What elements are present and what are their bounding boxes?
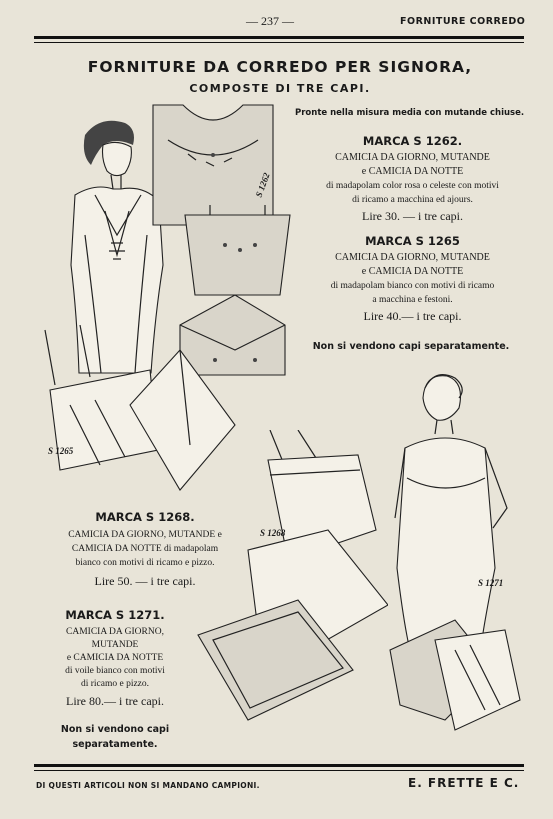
item-line: bianco con motivi di ricamo e pizzo. [75, 558, 215, 568]
item-line: e CAMICIA DA NOTTE [361, 266, 464, 277]
footer-rule-thin [34, 770, 524, 771]
item-brand: MARCA S 1268. [95, 510, 195, 524]
item-line: CAMICIA DA GIORNO, [66, 627, 164, 637]
item-line: CAMICIA DA GIORNO, MUTANDE e [68, 530, 222, 540]
header-rule-thin [34, 42, 524, 43]
footer-right: E. FRETTE E C. [408, 776, 520, 790]
item-line: a macchina e festoni. [372, 295, 453, 305]
item-line: CAMICIA DA NOTTE di madapolam [71, 544, 219, 554]
footer-rule [34, 764, 524, 767]
illustration-knickers-s1262 [180, 205, 295, 300]
illustration-garments-s1271 [385, 610, 525, 740]
label-s1268: S 1268 [260, 528, 286, 538]
header-rule [34, 36, 524, 39]
section-title: FORNITURE CORREDO [400, 16, 526, 27]
item-line: e CAMICIA DA NOTTE [361, 166, 464, 177]
illustration-garments-s1268 [188, 430, 388, 730]
note-left-1: Non si vendono capi [60, 724, 170, 735]
page-number: — 237 — [246, 14, 294, 28]
item-s1262 [300, 134, 525, 224]
illustration-woman-s1271 [385, 368, 515, 648]
page-title: FORNITURE DA CORREDO PER SIGNORA, [87, 58, 473, 76]
item-line: di ricamo e pizzo. [80, 679, 150, 689]
item-price: Lire 80.— i tre capi. [66, 694, 164, 708]
item-brand: MARCA S 1262. [362, 134, 463, 148]
item-line: di madapolam color rosa o celeste con motivi [326, 181, 499, 191]
item-brand: MARCA S 1265 [365, 234, 460, 248]
item-line: di ricamo a macchina ed ajours. [352, 195, 473, 205]
label-s1265: S 1265 [48, 446, 74, 456]
item-s1265 [300, 234, 525, 324]
item-line: MUTANDE [91, 640, 139, 650]
item-price: Lire 50. — i tre capi. [94, 574, 196, 588]
page-subtitle: COMPOSTE DI TRE CAPI. [189, 82, 371, 95]
item-line: e CAMICIA DA NOTTE [66, 653, 164, 663]
item-brand: MARCA S 1271. [65, 608, 165, 622]
label-s1271: S 1271 [478, 578, 504, 588]
item-price: Lire 30. — i tre capi. [362, 209, 463, 223]
intro-text: Pronte nella misura media con mutande chiuse. [295, 108, 525, 118]
note-right: Non si vendono capi separatamente. [312, 341, 510, 352]
label-s1262: S 1262 [253, 171, 272, 199]
footer-left: DI QUESTI ARTICOLI NON SI MANDANO CAMPIONI. [36, 781, 260, 790]
item-s1271 [40, 608, 190, 709]
item-line: di voile bianco con motivi [65, 666, 165, 676]
item-line: CAMICIA DA GIORNO, MUTANDE [335, 152, 490, 163]
item-price: Lire 40.— i tre capi. [363, 309, 462, 323]
item-line: CAMICIA DA GIORNO, MUTANDE [335, 252, 490, 263]
note-left-2: separatamente. [72, 739, 158, 750]
item-line: di madapolam bianco con motivi di ricamo [330, 281, 495, 291]
